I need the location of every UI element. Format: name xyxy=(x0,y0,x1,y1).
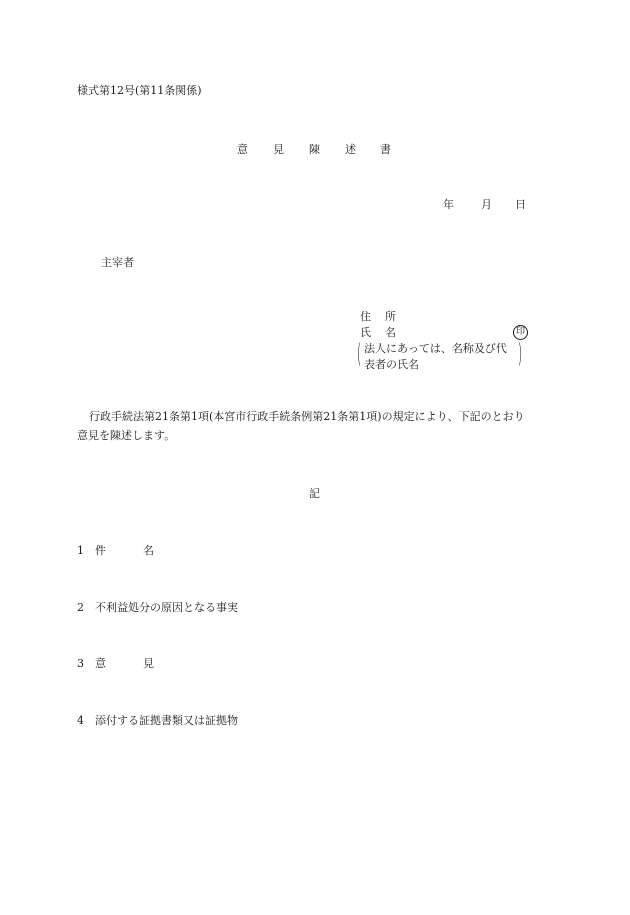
item-label-char: 名 xyxy=(143,544,154,557)
item-label-char: 件 xyxy=(95,544,106,557)
date-year: 年 xyxy=(443,198,454,211)
address-label-char: 住 xyxy=(360,310,371,323)
corporation-note-line2: 表者の氏名 xyxy=(364,358,419,371)
item-label: 添付する証拠書類又は証拠物 xyxy=(95,714,238,727)
body-line-2: 意見を陳述します。 xyxy=(77,429,176,442)
right-bracket: ) xyxy=(517,339,523,369)
date-day: 日 xyxy=(515,198,526,211)
item-number: 3 xyxy=(77,657,84,670)
title-char: 陳 xyxy=(309,143,320,156)
title-char: 見 xyxy=(273,143,284,156)
ki-heading: 記 xyxy=(309,487,320,500)
left-bracket: ( xyxy=(356,339,362,369)
title-char: 書 xyxy=(380,143,391,156)
item-number: 1 xyxy=(77,544,84,557)
name-label-char: 名 xyxy=(385,326,396,339)
item-label-char: 意 xyxy=(95,657,106,670)
item-label: 不利益処分の原因となる事実 xyxy=(95,601,238,614)
item-number: 4 xyxy=(77,714,84,727)
item-number: 2 xyxy=(77,601,84,614)
address-label-char: 所 xyxy=(385,310,396,323)
corporation-note-line1: 法人にあっては、名称及び代 xyxy=(364,342,507,355)
title-char: 意 xyxy=(237,143,248,156)
name-label-char: 氏 xyxy=(360,326,371,339)
seal-mark: 印 xyxy=(513,325,528,340)
date-month: 月 xyxy=(481,198,492,211)
title-char: 述 xyxy=(345,143,356,156)
form-number: 様式第12号(第11条関係) xyxy=(77,84,202,97)
addressee: 主宰者 xyxy=(101,256,134,269)
body-line-1: 行政手続法第21条第1項(本宮市行政手続条例第21条第1項)の規定により、下記のとおり xyxy=(89,410,525,423)
item-label-char: 見 xyxy=(143,657,154,670)
